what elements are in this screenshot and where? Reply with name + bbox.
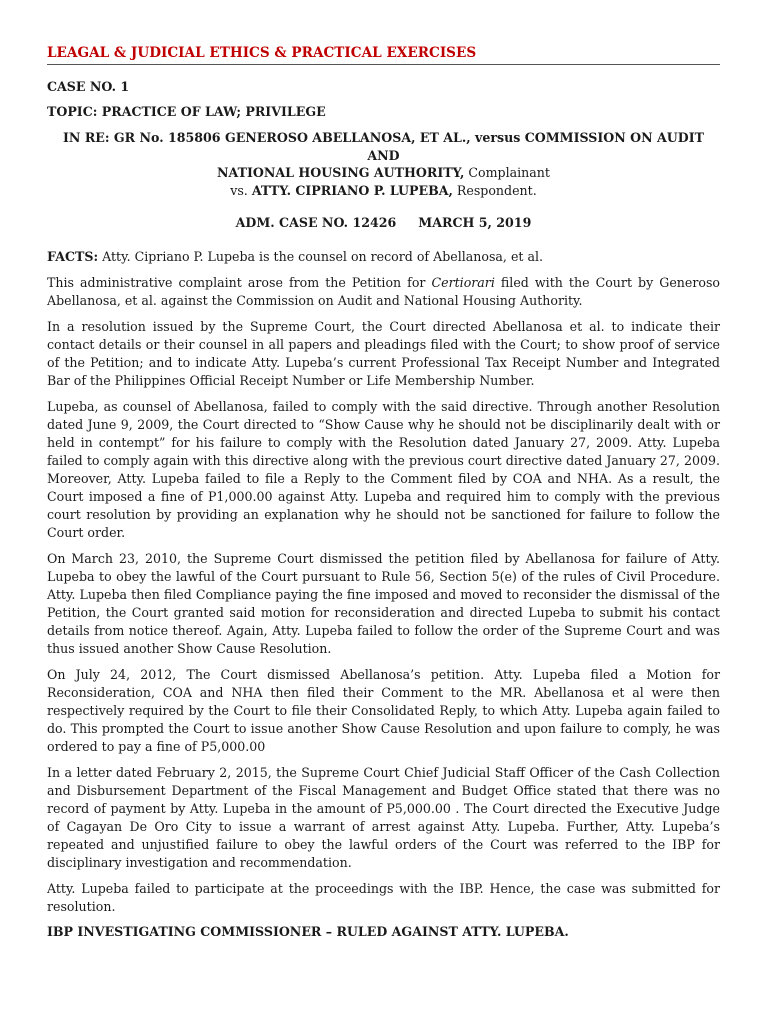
- caption-respondent-agency: NATIONAL HOUSING AUTHORITY,: [217, 165, 465, 180]
- paragraph-5: On July 24, 2012, The Court dismissed Abellanosa’s petition. Atty. Lupeba filed a Motion for Reconsideration, COA and NHA then filed their Comment to the MR. Abellanosa et al were then respectively required by the Court to file their Consolidated Reply, to which Atty. Lupeba again failed to do. This prompted the Court to issue another Show Cause Resolution and upon failure to comply, he was ordered to pay a fine of P5,000.00: [47, 667, 720, 754]
- adm-case-number: ADM. CASE NO. 12426: [235, 215, 397, 230]
- caption-line-3: [47, 182, 720, 200]
- caption-vs: vs.: [230, 182, 252, 198]
- paragraph-4: On March 23, 2010, the Supreme Court dismissed the petition filed by Abellanosa for failure of Atty. Lupeba to obey the lawful of the Court pursuant to Rule 56, Section 5(e) of the rules of Civil Procedure. Atty. Lupeba then filed Compliance paying the fine imposed and moved to reconsider the dismissal of the Petition, the Court granted said motion for reconsideration and directed Lupeba to submit his contact details from notice thereof. Again, Atty. Lupeba failed to follow the order of the Supreme Court and was thus issued another Show Cause Resolution.: [47, 551, 720, 656]
- case-number: CASE NO. 1: [47, 79, 130, 94]
- paragraph-6: In a letter dated February 2, 2015, the Supreme Court Chief Judicial Staff Officer of the Cash Collection and Disbursement Department of the Fiscal Management and Budget Office stated that there was no record of payment by Atty. Lupeba in the amount of P5,000.00 . The Court directed the Executive Judge of Cagayan De Oro City to issue a warrant of arrest against Atty. Lupeba. Further, Atty. Lupeba’s repeated and unjustified failure to obey the lawful orders of the Court was referred to the IBP for disciplinary investigation and recommendation.: [47, 765, 720, 870]
- paragraph-1-text-b: filed with the Court by Generoso Abellanosa, et al. against the Commission on Audit and National Housing Authority.: [47, 275, 720, 308]
- paragraph-3: Lupeba, as counsel of Abellanosa, failed to comply with the said directive. Through another Resolution dated June 9, 2009, the Court directed to “Show Cause why he should not be disciplinarily dealt with or held in contempt” for his failure to comply with the Resolution dated January 27, 2009. Atty. Lupeba failed to comply again with this directive along with the previous court directive dated January 27, 2009. Moreover, Atty. Lupeba failed to file a Reply to the Comment filed by COA and NHA. As a result, the Court imposed a fine of P1,000.00 against Atty. Lupeba and required him to comply with the previous court resolution by providing an explanation why he should not be sanctioned for failure to follow the Court order.: [47, 399, 720, 540]
- certiorari-term: Certiorari: [431, 275, 495, 290]
- facts-paragraph: [47, 248, 720, 266]
- paragraph-2: In a resolution issued by the Supreme Court, the Court directed Abellanosa et al. to indicate their contact details or their counsel in all papers and pleadings filed with the Court; to show proof of service of the Petition; and to indicate Atty. Lupeba’s current Professional Tax Receipt Number and Integrated Bar of the Philippines Official Receipt Number or Life Membership Number.: [47, 319, 720, 388]
- ibp-ruling-heading: IBP INVESTIGATING COMMISSIONER – RULED AGAINST ATTY. LUPEBA.: [47, 924, 569, 939]
- paragraph-1-text-a: This administrative complaint arose from the Petition for: [47, 275, 432, 290]
- facts-label: FACTS:: [47, 249, 99, 264]
- facts-text: Atty. Cipriano P. Lupeba is the counsel on record of Abellanosa, et al.: [98, 249, 543, 264]
- caption-respondent-name: ATTY. CIPRIANO P. LUPEBA,: [251, 182, 453, 198]
- adm-case-line: [47, 215, 720, 230]
- caption-line-1: IN RE: GR No. 185806 GENEROSO ABELLANOSA, ET AL., versus COMMISSION ON AUDIT AND: [63, 130, 704, 163]
- caption-complainant-label: Complainant: [464, 165, 550, 180]
- case-topic: TOPIC: PRACTICE OF LAW; PRIVILEGE: [47, 104, 326, 119]
- adm-case-date: MARCH 5, 2019: [418, 215, 532, 230]
- caption-line-2: [47, 164, 720, 182]
- paragraph-7: Atty. Lupeba failed to participate at the proceedings with the IBP. Hence, the case was submitted for resolution.: [47, 881, 720, 914]
- case-caption: [47, 129, 720, 199]
- caption-respondent-label: Respondent.: [452, 182, 537, 198]
- document-header-title: LEAGAL & JUDICIAL ETHICS & PRACTICAL EXERCISES: [47, 40, 720, 65]
- paragraph-1: [47, 274, 720, 310]
